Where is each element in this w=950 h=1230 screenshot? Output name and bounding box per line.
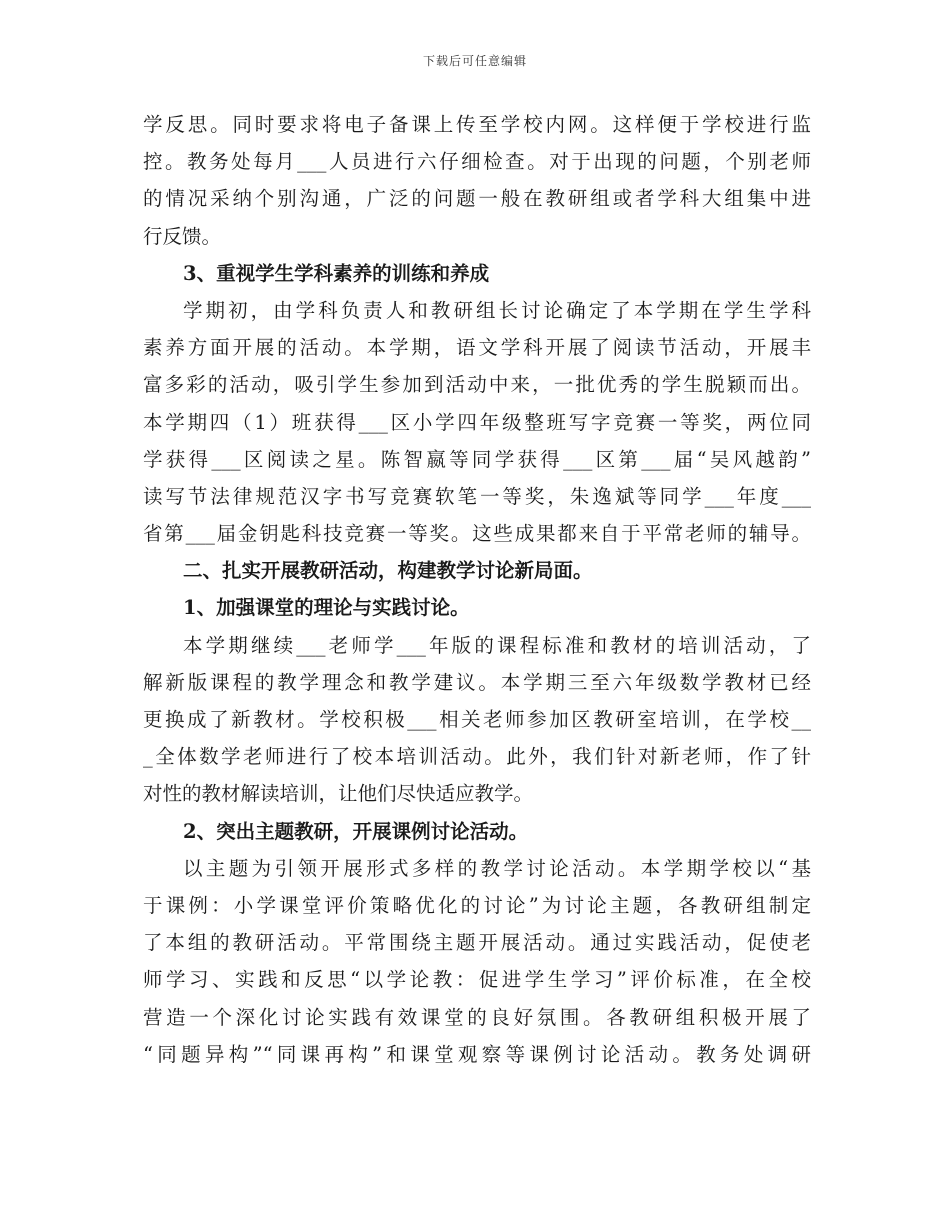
paragraph-line: 省第___届金钥匙科技竞赛一等奖。这些成果都来自于平常老师的辅导。 xyxy=(143,522,811,546)
paragraph-line: 对性的教材解读培训，让他们尽快适应教学。 xyxy=(143,782,534,806)
paragraph-line: 学反思。同时要求将电子备课上传至学校内网。这样便于学校进行监 xyxy=(143,113,811,136)
paragraph-line: 读写节法律规范汉字书写竞赛软笔一等奖，朱逸斌等同学___年度___ xyxy=(143,484,811,508)
paragraph-line: 师学习、实践和反思“以学论教：促进学生学习”评价标准，在全校 xyxy=(143,968,811,992)
paragraph-line: 学期初，由学科负责人和教研组长讨论确定了本学期在学生学科 xyxy=(183,298,811,322)
paragraph-line: “同题异构”“同课再构”和课堂观察等课例讨论活动。教务处调研 xyxy=(143,1042,811,1066)
paragraph-line: 解新版课程的教学理念和教学建议。本学期三至六年级数学教材已经 xyxy=(143,670,811,694)
section-heading: 3、重视学生学科素养的训练和养成 xyxy=(183,261,490,285)
paragraph-line: 本学期继续___老师学___年版的课程标准和教材的培训活动，了 xyxy=(183,633,811,657)
paragraph-line: 于课例：小学课堂评价策略优化的讨论”为讨论主题，各教研组制定 xyxy=(143,893,811,917)
paragraph-line: 行反馈。 xyxy=(143,224,222,248)
document-body xyxy=(143,106,811,1073)
section-heading: 二、扎实开展教研活动，构建教学讨论新局面。 xyxy=(183,559,593,583)
paragraph-line: 营造一个深化讨论实践有效课堂的良好氛围。各教研组积极开展了 xyxy=(143,1005,811,1029)
page-header: 下载后可任意编辑 xyxy=(422,54,527,68)
paragraph-line: 了本组的教研活动。平常围绕主题开展活动。通过实践活动，促使老 xyxy=(143,931,811,955)
section-heading: 2、突出主题教研，开展课例讨论活动。 xyxy=(183,819,529,843)
paragraph-line: 学获得___区阅读之星。陈智嬴等同学获得___区第___届“吴风越韵” xyxy=(143,447,811,471)
section-heading: 1、加强课堂的理论与实践讨论。 xyxy=(183,596,470,620)
paragraph-line: 富多彩的活动，吸引学生参加到活动中来，一批优秀的学生脱颖而出。 xyxy=(143,373,811,397)
paragraph-line: 本学期四（1）班获得___区小学四年级整班写字竞赛一等奖，两位同 xyxy=(143,410,811,434)
paragraph-line: 以主题为引领开展形式多样的教学讨论活动。本学期学校以“基 xyxy=(183,856,811,880)
paragraph-line: 控。教务处每月___人员进行六仔细检查。对于出现的问题，个别老师 xyxy=(143,150,811,174)
paragraph-line: 素养方面开展的活动。本学期，语文学科开展了阅读节活动，开展丰 xyxy=(143,336,811,360)
paragraph-line: 的情况采纳个别沟通，广泛的问题一般在教研组或者学科大组集中进 xyxy=(143,187,811,211)
paragraph-line: _全体数学老师进行了校本培训活动。此外，我们针对新老师，作了针 xyxy=(143,745,811,769)
paragraph-line: 更换成了新教材。学校积极___相关老师参加区教研室培训，在学校__ xyxy=(143,708,811,731)
